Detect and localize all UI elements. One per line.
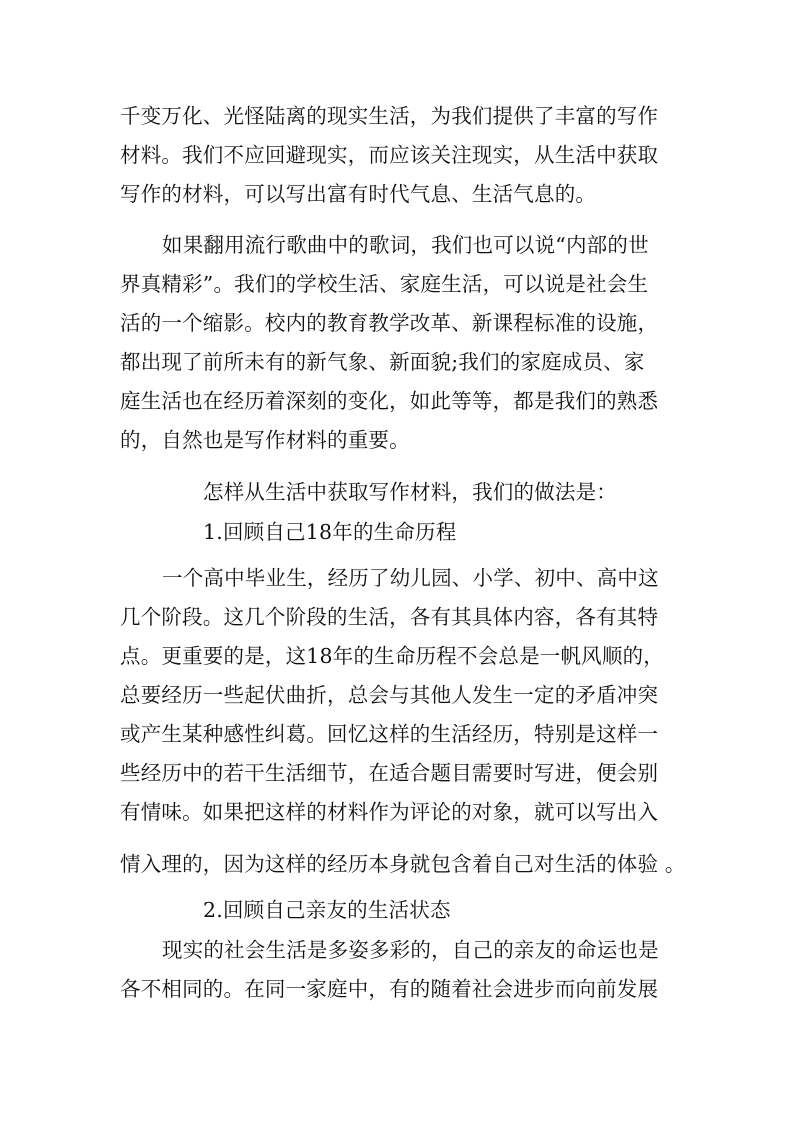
text-line: 写作的材料，可以写出富有时代气息、生活气息的。 [120,182,597,206]
text-line: 些经历中的若干生活细节，在适合题目需要时写进，便会别 [120,761,659,785]
text-line: 或产生某种感性纠葛。回忆这样的生活经历，特别是这样一 [120,722,659,746]
text-line: 情入理的，因为这样的经历本身就包含着自己对生活的体验 。 [120,852,686,876]
text-line: 活的一个缩影。校内的教育教学改革、新课程标准的设施， [120,311,659,335]
text-line: 各不相同的。在同一家庭中，有的随着社会进步而向前发展 [120,977,659,1001]
text-line: 一个高中毕业生，经历了幼儿园、小学、初中、高中这 [162,566,659,590]
text-line: 点。更重要的是，这18年的生命历程不会总是一帆风顺的， [120,644,664,668]
text-line: 的，自然也是写作材料的重要。 [120,428,410,452]
text-line: 材料。我们不应回避现实，而应该关注现实，从生活中获取 [120,143,659,167]
text-line: 有情味。如果把这样的材料作为评论的对象，就可以写出入 [120,800,659,824]
text-line: 都出现了前所未有的新气象、新面貌;我们的家庭成员、家 [120,350,645,374]
text-line: 千变万化、光怪陆离的现实生活，为我们提供了丰富的写作 [120,104,659,128]
text-line: 现实的社会生活是多姿多彩的，自己的亲友的命运也是 [162,938,659,962]
section-heading: 1.回顾自己18年的生命历程 [203,520,457,544]
text-line: 如果翻用流行歌曲中的歌词，我们也可以说“内部的世 [162,233,649,257]
text-line: 界真精彩”。我们的学校生活、家庭生活，可以说是社会生 [120,272,649,296]
text-line: 几个阶段。这几个阶段的生活，各有其具体内容，各有其特 [120,605,659,629]
section-heading: 2.回顾自己亲友的生活状态 [203,898,451,922]
text-line: 总要经历一些起伏曲折，总会与其他人发生一定的矛盾冲突 [120,683,659,707]
text-line: 怎样从生活中获取写作材料，我们的做法是： [203,480,617,504]
text-line: 庭生活也在经历着深刻的变化，如此等等，都是我们的熟悉 [120,389,659,413]
